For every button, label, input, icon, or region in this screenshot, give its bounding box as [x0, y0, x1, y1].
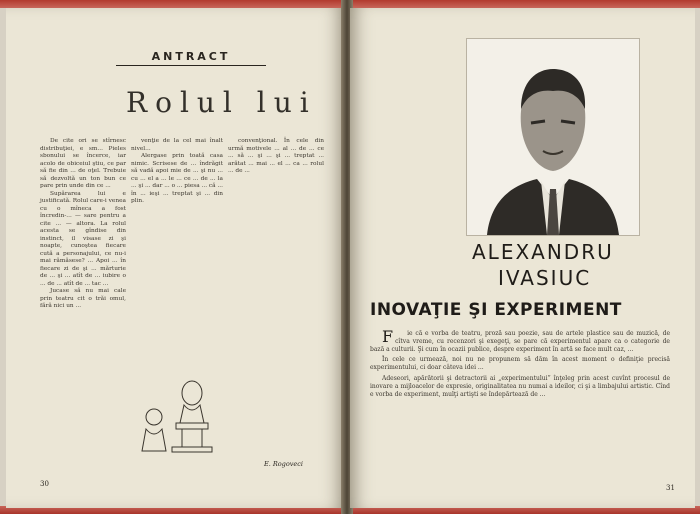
article-title: INOVAŢIE ŞI EXPERIMENT: [370, 300, 622, 320]
author-first-name: ALEXANDRU: [472, 240, 614, 264]
paragraph: convenţional. În cele din urmă motivele ... al ... de ... ce ... să ... şi ... şi ... treptat ... arătat ... mai ... el ... ca ... rolul ... de ...: [228, 138, 324, 174]
left-column-3: [228, 138, 324, 176]
paragraph: Adeseori, apărătorii şi detractorii ai „experimentului” înţeleg prin acest cuvînt procesul de inovare a mijloacelor de expresie, originalitatea nu numai a ideilor, ci şi a limbajului artistic. Cînd e vorba de experiment, mulţi artişti se îndepărtează de ...: [370, 374, 670, 398]
paragraph: [370, 327, 670, 353]
signature: E. Rogoveci: [264, 460, 303, 468]
page-number-right: 31: [666, 484, 675, 492]
paragraph: În cele ce urmează, noi nu ne propunem să dăm în acest moment o definiţie precisă experimentului, ci doar câteva idei ...: [370, 356, 670, 372]
paragraph-text: ie că e vorba de teatru, proză sau poezie, sau de artele plastice sau de muzică, de cîtva vreme, cu recenzori şi exegeţi, se pare că experimentul apare ca o categorie de bază a culturii. Şi cum în ocazii publice, despre experiment în artă se face mult caz, ...: [370, 330, 670, 353]
portrait-photo-icon: [466, 38, 640, 236]
section-rule: [116, 65, 266, 66]
paragraph: Supărarea lui e justificată. Rolul care-i venea cu o mîneca a fost încredin-... — sare pentru a cite ... — altora. La rolul acesta se gîndise din instinct, il visase zi şi noapte, cunoştea fiecare cută a personajului, ce nu-i mai rămăsese? ... Apoi ... în fiecare zi de şi ... mărturie de ... şi ... atît de ... iubire o ... de ... atît de ... tac ...: [40, 190, 126, 287]
headline: Rolul lui: [126, 86, 317, 119]
author-last-name: IVASIUC: [498, 266, 592, 290]
left-column-2: [131, 138, 223, 206]
paragraph: De cite ori se stîrnesc distribuţiei, e sm... Pieles sbonului se încerce, iar acolo de obiceiul ştiu, ce par să fie din ... de oţel. Trebuie să dezvoltă un ton bun ce pare prin unde din ce ...: [40, 138, 126, 189]
article-body: [370, 327, 670, 401]
paragraph: Alergase prin toată casa nimic. Scrisese de ... îndrăgit să vadă apoi mie de ... şi nu ... cu ... el a ... le ... ce ... de ... la ... şi ... dar ... o ... piesa ... că ... în ... ieşi ... treptat şi ... din plin.: [131, 153, 223, 204]
drop-cap: F: [382, 327, 394, 346]
left-column-1: [40, 138, 126, 311]
paragraph: Jucase să nu mai cale prin teatru cit o trăi omul, fără nici un ...: [40, 288, 126, 309]
theatre-bust-illustration-icon: [132, 373, 224, 455]
section-header: [116, 50, 266, 66]
right-page: [350, 8, 695, 508]
page-number-left: 30: [40, 480, 49, 488]
left-page: [6, 8, 344, 508]
paragraph: venţie de la cel mai înalt nivel...: [131, 138, 223, 152]
section-label: ANTRACT: [151, 50, 231, 63]
